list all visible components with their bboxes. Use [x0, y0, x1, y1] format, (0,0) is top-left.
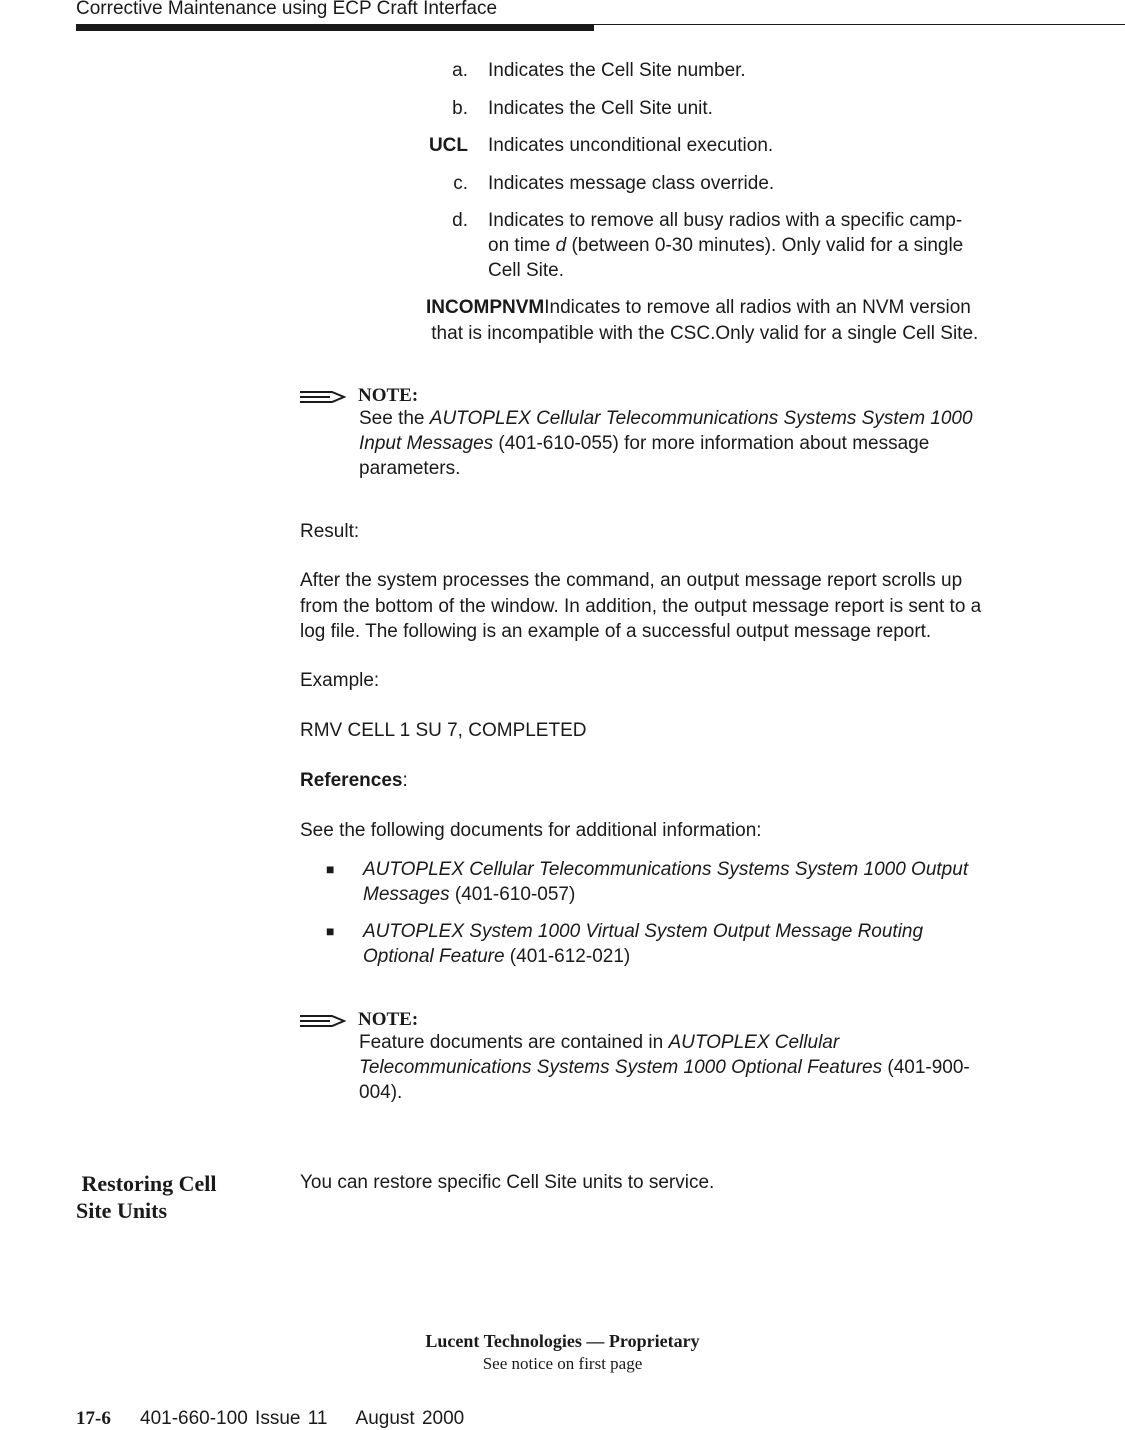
doc-title: Messages: [363, 884, 450, 905]
bullet-icon: ■: [326, 861, 335, 877]
note-label: NOTE:: [358, 385, 419, 406]
doc-code: (401-612-021): [504, 946, 631, 967]
param-key: d.: [452, 210, 468, 231]
section-heading-line: Site Units: [76, 1198, 168, 1223]
note-label: NOTE:: [358, 1009, 419, 1030]
section-heading: [76, 1170, 266, 1224]
references-label: References: [300, 770, 403, 791]
param-key: b.: [452, 98, 468, 119]
references-colon: :: [402, 770, 408, 791]
note-text-run: Feature documents are contained in: [359, 1032, 669, 1053]
references-intro: See the following documents for additional information:: [300, 820, 762, 841]
result-line: After the system processes the command, an output message report scrolls up: [300, 570, 963, 591]
param-key: c.: [453, 173, 468, 194]
doc-title: AUTOPLEX System 1000 Virtual System Output Message Routing: [363, 921, 924, 942]
param-desc: Indicates unconditional execution.: [488, 135, 774, 156]
example-label: Example:: [300, 670, 380, 691]
references-heading: [300, 768, 1060, 794]
doc-title: Input Messages: [359, 433, 494, 454]
param-key: a.: [452, 60, 468, 81]
note-text-run: parameters.: [359, 458, 461, 479]
result-text: [300, 568, 1060, 645]
param-desc: Indicates message class override.: [488, 173, 775, 194]
param-desc-line: Indicates to remove all busy radios with a specific camp-: [488, 210, 963, 231]
param-key: UCL: [428, 135, 468, 156]
param-desc: that is incompatible with the CSC.Only valid for a single Cell Site.: [426, 323, 979, 344]
note-arrow-icon: [300, 390, 346, 404]
header-rule-bar: [76, 24, 594, 31]
reference-item: [363, 857, 1043, 907]
note-text-run: (401-610-055) for more information about message: [493, 433, 930, 454]
footer-company: Lucent Technologies — Proprietary: [425, 1331, 700, 1351]
doc-title: AUTOPLEX Cellular: [668, 1032, 840, 1053]
footer-notice: See notice on first page: [482, 1354, 643, 1373]
param-variable: d: [555, 235, 567, 256]
note-arrow-icon: [300, 1014, 346, 1028]
result-line: log file. The following is an example of a successful output message report.: [300, 621, 932, 642]
reference-item: [363, 919, 1043, 969]
result-label: Result:: [300, 521, 360, 542]
section-heading-line: Restoring Cell: [76, 1171, 217, 1196]
param-desc: [488, 208, 1028, 283]
param-desc: Indicates the Cell Site number.: [488, 60, 746, 81]
doc-title: AUTOPLEX Cellular Telecommunications Systems System 1000: [429, 408, 973, 429]
page-number: 17-6: [76, 1408, 111, 1429]
doc-title: Optional Feature: [363, 946, 505, 967]
param-desc-line: (between 0-30 minutes). Only valid for a single: [566, 235, 964, 256]
param-desc-line: Cell Site.: [488, 260, 565, 281]
note-text-run: 004).: [359, 1082, 403, 1103]
note-text: [359, 406, 1039, 481]
note-text-run: (401-900-: [882, 1057, 970, 1078]
doc-title: AUTOPLEX Cellular Telecommunications Systems System 1000 Output: [363, 859, 969, 880]
bullet-icon: ■: [326, 923, 335, 939]
param-key: INCOMPNVM: [426, 297, 545, 318]
doc-code: (401-610-057): [449, 884, 576, 905]
doc-title: Telecommunications Systems System 1000 Optional Features: [359, 1057, 883, 1078]
example-output: RMV CELL 1 SU 7, COMPLETED: [300, 720, 587, 741]
running-header: Corrective Maintenance using ECP Craft Interface: [76, 0, 498, 19]
note-text: [359, 1030, 1039, 1105]
param-desc: Indicates the Cell Site unit.: [488, 98, 713, 119]
param-incompnvm: [426, 295, 1066, 347]
doc-info: 401-660-100 Issue 11 August 2000: [140, 1408, 465, 1429]
result-line: from the bottom of the window. In addition, the output message report is sent to a: [300, 595, 982, 617]
param-desc: Indicates to remove all radios with an NVM version: [544, 297, 971, 318]
param-desc-line: on time: [488, 235, 556, 256]
note-text-run: See the: [359, 408, 430, 429]
section-text: You can restore specific Cell Site units to service.: [300, 1172, 715, 1193]
